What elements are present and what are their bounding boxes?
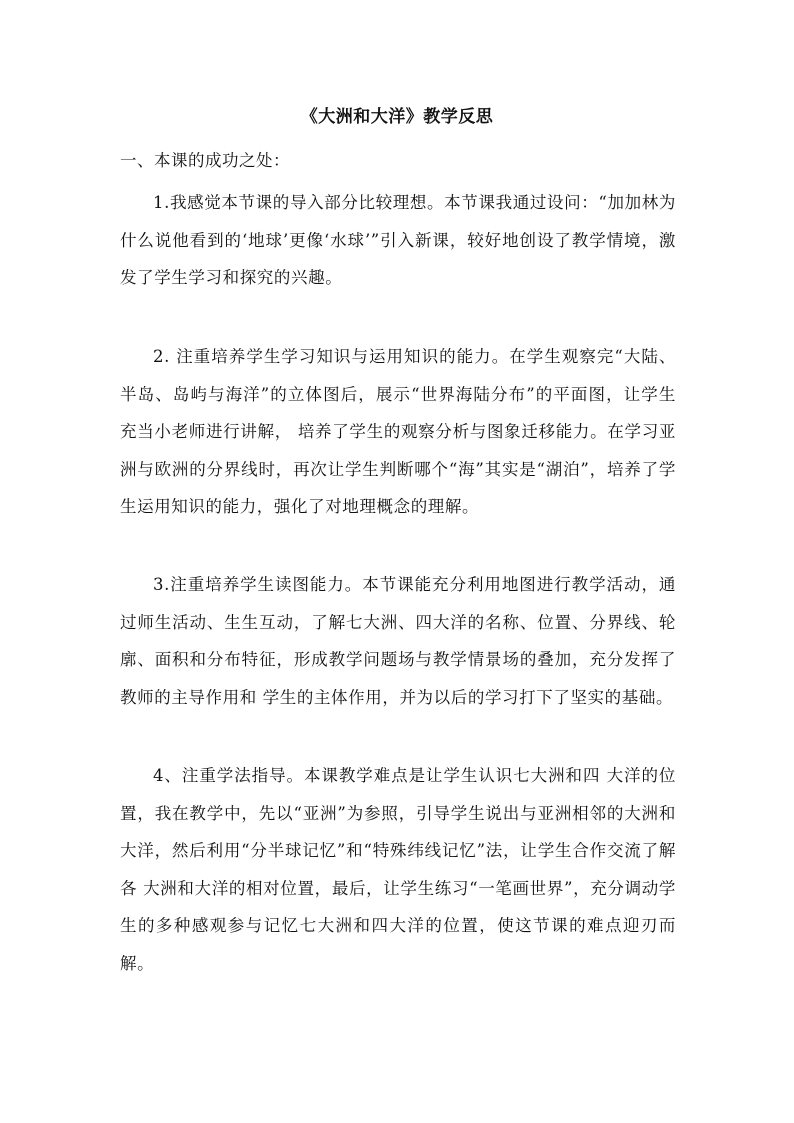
paragraph-4: 4、注重学法指导。本课教学难点是让学生认识七大洲和四 大洋的位置，我在教学中，先以“亚洲”为参照，引导学生说出与亚洲相邻的大洲和大洋，然后利用“分半球记忆”和“特殊纬线记忆”法，让学生合作交流了解各 大洲和大洋的相对位置，最后，让学生练习“一笔画世界”，充分调动学生的多种感观参与记忆七大洲和四大洋的位置，使这节课的难点迎刃而解。 — [120, 766, 676, 973]
section-heading: 一、本课的成功之处： — [120, 151, 290, 170]
paragraph-3: 3.注重培养学生读图能力。本节课能充分利用地图进行教学活动，通 过师生活动、生生互动，了解七大洲、四大洋的名称、位置、分界线、轮廓、面积和分布特征，形成教学问题场与教学情景场的叠加，充分发挥了教师的主导作用和 学生的主体作用，并为以后的学习打下了坚实的基础。 — [120, 575, 676, 707]
paragraph-1: 1.我感觉本节课的导入部分比较理想。本节课我通过设问：“加加林为什么说他看到的‘地球’更像‘水球’”引入新课，较好地创设了教学情境，激发了学生学习和探究的兴趣。 — [120, 193, 676, 288]
document-title: 《大洲和大洋》教学反思 — [300, 107, 494, 127]
paragraph-2: 2. 注重培养学生学习知识与运用知识的能力。在学生观察完“大陆、半岛、岛屿与海洋”的立体图后，展示“世界海陆分布”的平面图，让学生充当小老师进行讲解， 培养了学生的观察分析与图象迁移能力。在学习亚洲与欧洲的分界线时，再次让学生判断哪个“海”其实是“湖泊”，培养了学生运用知识的能力，强化了对地理概念的理解。 — [120, 347, 676, 517]
